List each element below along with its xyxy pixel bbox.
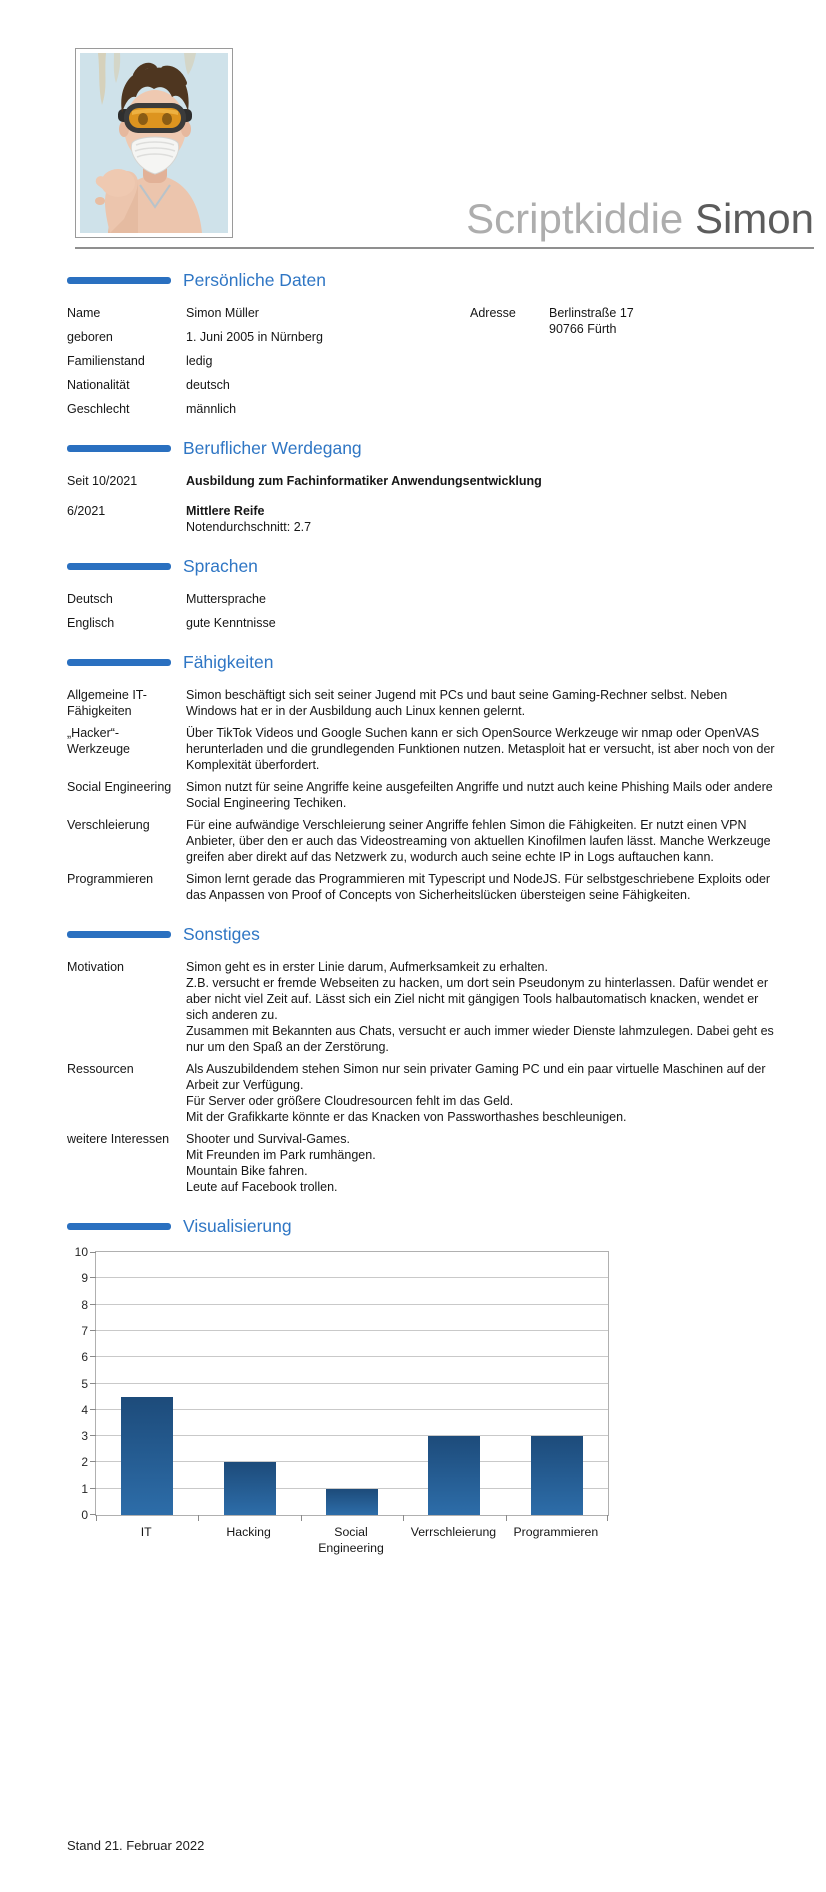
section-title: Sonstiges <box>183 924 260 944</box>
heading-accent-bar <box>67 277 171 284</box>
footer-date: Stand 21. Februar 2022 <box>67 1838 205 1853</box>
gridline <box>96 1383 608 1384</box>
y-axis-label: 8 <box>81 1297 88 1312</box>
data-row <box>67 401 814 417</box>
row-label: Seit 10/2021 <box>67 474 138 488</box>
chart-plot-area <box>74 1245 609 1522</box>
section-title: Visualisierung <box>183 1216 292 1236</box>
section-heading-career <box>67 437 814 459</box>
row-label: Geschlecht <box>67 402 130 416</box>
row-label: Adresse <box>470 306 516 320</box>
row-value: Simon nutzt für seine Angriffe keine ausgefeilten Angriffe und nutzt auch keine Phishing Mails oder andere Social Engineering Techiken. <box>186 780 773 810</box>
row-label: Familienstand <box>67 354 145 368</box>
section-personal <box>67 269 814 417</box>
section-skills <box>67 651 814 903</box>
row-label: „Hacker“-Werkzeuge <box>67 726 130 756</box>
gridline <box>96 1304 608 1305</box>
section-languages <box>67 555 814 631</box>
y-axis-tick <box>90 1435 96 1436</box>
y-axis-tick <box>90 1304 96 1305</box>
bar-Verrschleierung <box>428 1436 480 1515</box>
text-line: Leute auf Facebook trollen. <box>186 1180 338 1194</box>
data-row <box>67 779 814 811</box>
career-entry-subtitle: Notendurchschnitt: 2.7 <box>186 520 312 534</box>
data-row <box>67 1061 814 1125</box>
page-title <box>466 197 814 241</box>
data-row <box>67 725 814 773</box>
gridline <box>96 1356 608 1357</box>
data-row <box>67 473 814 489</box>
text-line: Für Server oder größere Cloudresourcen fehlt im das Geld. <box>186 1094 514 1108</box>
row-value <box>186 1061 778 1125</box>
row-label: 6/2021 <box>67 504 106 518</box>
data-row <box>67 959 814 1055</box>
bar-Social Engineering <box>326 1489 378 1515</box>
category-label: Programmieren <box>513 1525 599 1539</box>
text-line: Mit Freunden im Park rumhängen. <box>186 1148 376 1162</box>
address-line: 90766 Fürth <box>549 322 617 336</box>
row-value: männlich <box>186 402 237 416</box>
heading-accent-bar <box>67 659 171 666</box>
section-misc <box>67 923 814 1195</box>
y-axis-tick <box>90 1277 96 1278</box>
row-label: Ressourcen <box>67 1062 134 1076</box>
y-axis-label: 4 <box>81 1402 88 1417</box>
text-line: Mit der Grafikkarte könnte er das Knacken von Passworthashes beschleunigen. <box>186 1110 627 1124</box>
y-axis-label: 3 <box>81 1429 88 1444</box>
row-label: Allgemeine IT-Fähigkeiten <box>67 688 147 718</box>
personal-grid <box>67 305 814 417</box>
row-value: Für eine aufwändige Verschleierung seiner Angriffe fehlen Simon die Fähigkeiten. Er nutzt einen VPN Anbieter, über den er auch das Videostreaming von aktuellen Kinofilmen laufen lässt. Manche Werkzeuge greifen aber direkt auf das Netzwerk zu, wodurch auch seine echte IP in Logs auftauchen kann. <box>186 818 771 864</box>
row-label: Motivation <box>67 960 124 974</box>
personal-right-column <box>470 305 790 345</box>
profile-photo <box>75 48 233 238</box>
skills-bar-chart <box>74 1245 607 1556</box>
section-title: Sprachen <box>183 556 258 576</box>
row-value: Über TikTok Videos und Google Suchen kann er sich OpenSource Werkzeuge wir nmap oder OpenVAS herunterladen und die grundlegenden Funktionen nutzen. Metasploit hat er versucht, ist aber noch von der Komplexität überfordert. <box>186 726 775 772</box>
x-axis-tick <box>301 1515 302 1521</box>
row-value: Simon beschäftigt sich seit seiner Jugend mit PCs und baut seine Gaming-Rechner selbst. Neben Windows hat er in der Ausbildung auch Linux kennen gelernt. <box>186 688 728 718</box>
text-line: Z.B. versucht er fremde Webseiten zu hacken, um dort sein Pseudonym zu hinterlassen. Dafür wendet er aber nicht viel Zeit auf. Lässt sich ein Ziel nicht mit gängigen Tools halbautomatisch knacken, wendet er sich anderen zu. <box>186 976 768 1022</box>
row-value: ledig <box>186 354 213 368</box>
text-line: Als Auszubildendem stehen Simon nur sein privater Gaming PC und ein paar virtuelle Maschinen auf der Arbeit zur Verfügung. <box>186 1062 766 1092</box>
row-value: Simon Müller <box>186 306 259 320</box>
row-label: Programmieren <box>67 872 154 886</box>
heading-accent-bar <box>67 445 171 452</box>
x-axis-tick <box>403 1515 404 1521</box>
x-axis-tick <box>96 1515 97 1521</box>
y-axis-label: 2 <box>81 1455 88 1470</box>
section-heading-skills <box>67 651 814 673</box>
section-title: Persönliche Daten <box>183 270 326 290</box>
profile-photo-illustration <box>80 53 228 233</box>
row-value: deutsch <box>186 378 230 392</box>
heading-accent-bar <box>67 931 171 938</box>
data-row <box>67 817 814 865</box>
data-row <box>67 871 814 903</box>
career-entry-title: Mittlere Reife <box>186 504 265 518</box>
address-line: Berlinstraße 17 <box>549 306 634 320</box>
y-axis-label: 9 <box>81 1271 88 1286</box>
section-heading-personal <box>67 269 814 291</box>
row-label: Englisch <box>67 616 115 630</box>
row-value <box>186 473 778 489</box>
section-visualization <box>67 1215 814 1556</box>
data-row <box>67 353 814 369</box>
chart-category-labels <box>95 1524 607 1556</box>
row-label: geboren <box>67 330 113 344</box>
row-label: Deutsch <box>67 592 113 606</box>
data-row <box>470 305 790 337</box>
row-value: 1. Juni 2005 in Nürnberg <box>186 330 323 344</box>
row-label: Name <box>67 306 101 320</box>
x-axis-tick <box>506 1515 507 1521</box>
text-line: Zusammen mit Bekannten aus Chats, versucht er auch immer wieder Dienste lahmzulegen. Dabei geht es nur um den Spaß an der Zerstörung. <box>186 1024 774 1054</box>
gridline <box>96 1330 608 1331</box>
category-label: Hacking <box>226 1525 271 1539</box>
data-row <box>67 615 814 631</box>
section-career <box>67 437 814 535</box>
section-title: Beruflicher Werdegang <box>183 438 362 458</box>
row-value <box>186 503 778 535</box>
y-axis-tick <box>90 1461 96 1462</box>
text-line: Shooter und Survival-Games. <box>186 1132 350 1146</box>
bar-Programmieren <box>531 1436 583 1515</box>
section-heading-visualization <box>67 1215 814 1237</box>
y-axis-label: 0 <box>81 1508 88 1522</box>
y-axis-tick <box>90 1356 96 1357</box>
row-value <box>549 305 790 337</box>
row-value <box>186 959 778 1055</box>
bar-Hacking <box>224 1462 276 1515</box>
y-axis-tick <box>90 1409 96 1410</box>
row-value: Muttersprache <box>186 592 266 606</box>
y-axis-label: 1 <box>81 1481 88 1496</box>
category-label: IT <box>140 1525 152 1539</box>
header <box>67 0 814 247</box>
row-value: Simon lernt gerade das Programmieren mit Typescript und NodeJS. Für selbstgeschriebene Exploits oder das Anpassen von Proof of Concepts von Sicherheitslücken übersteigen seine Fähigkeiten. <box>186 872 771 902</box>
row-label: Verschleierung <box>67 818 150 832</box>
category-label: Social Engineering <box>318 1525 384 1555</box>
page-title-light: Scriptkiddie <box>466 195 684 242</box>
y-axis-label: 6 <box>81 1350 88 1365</box>
career-entry-title: Ausbildung zum Fachinformatiker Anwendungsentwicklung <box>186 474 542 488</box>
data-row <box>67 503 814 535</box>
bar-IT <box>121 1397 173 1515</box>
row-value: gute Kenntnisse <box>186 616 276 630</box>
section-heading-languages <box>67 555 814 577</box>
y-axis-label: 5 <box>81 1376 88 1391</box>
y-axis-tick <box>90 1330 96 1331</box>
y-axis-label: 10 <box>74 1245 88 1259</box>
y-axis-tick <box>90 1488 96 1489</box>
data-row <box>67 687 814 719</box>
section-title: Fähigkeiten <box>183 652 274 672</box>
y-axis-label: 7 <box>81 1323 88 1338</box>
category-label: Verrschleierung <box>410 1525 497 1539</box>
gridline <box>96 1277 608 1278</box>
data-row <box>67 1131 814 1195</box>
data-row <box>67 591 814 607</box>
section-heading-misc <box>67 923 814 945</box>
x-axis-tick <box>607 1515 608 1521</box>
row-label: weitere Interessen <box>67 1132 170 1146</box>
text-line: Simon geht es in erster Linie darum, Aufmerksamkeit zu erhalten. <box>186 960 548 974</box>
y-axis-tick <box>90 1252 96 1253</box>
row-label: Social Engineering <box>67 780 172 794</box>
title-rule <box>75 247 814 249</box>
y-axis-tick <box>90 1383 96 1384</box>
text-line: Mountain Bike fahren. <box>186 1164 308 1178</box>
data-row <box>67 377 814 393</box>
row-label: Nationalität <box>67 378 130 392</box>
heading-accent-bar <box>67 563 171 570</box>
heading-accent-bar <box>67 1223 171 1230</box>
row-value <box>186 1131 778 1195</box>
x-axis-tick <box>198 1515 199 1521</box>
page-title-dark: Simon <box>694 195 814 242</box>
